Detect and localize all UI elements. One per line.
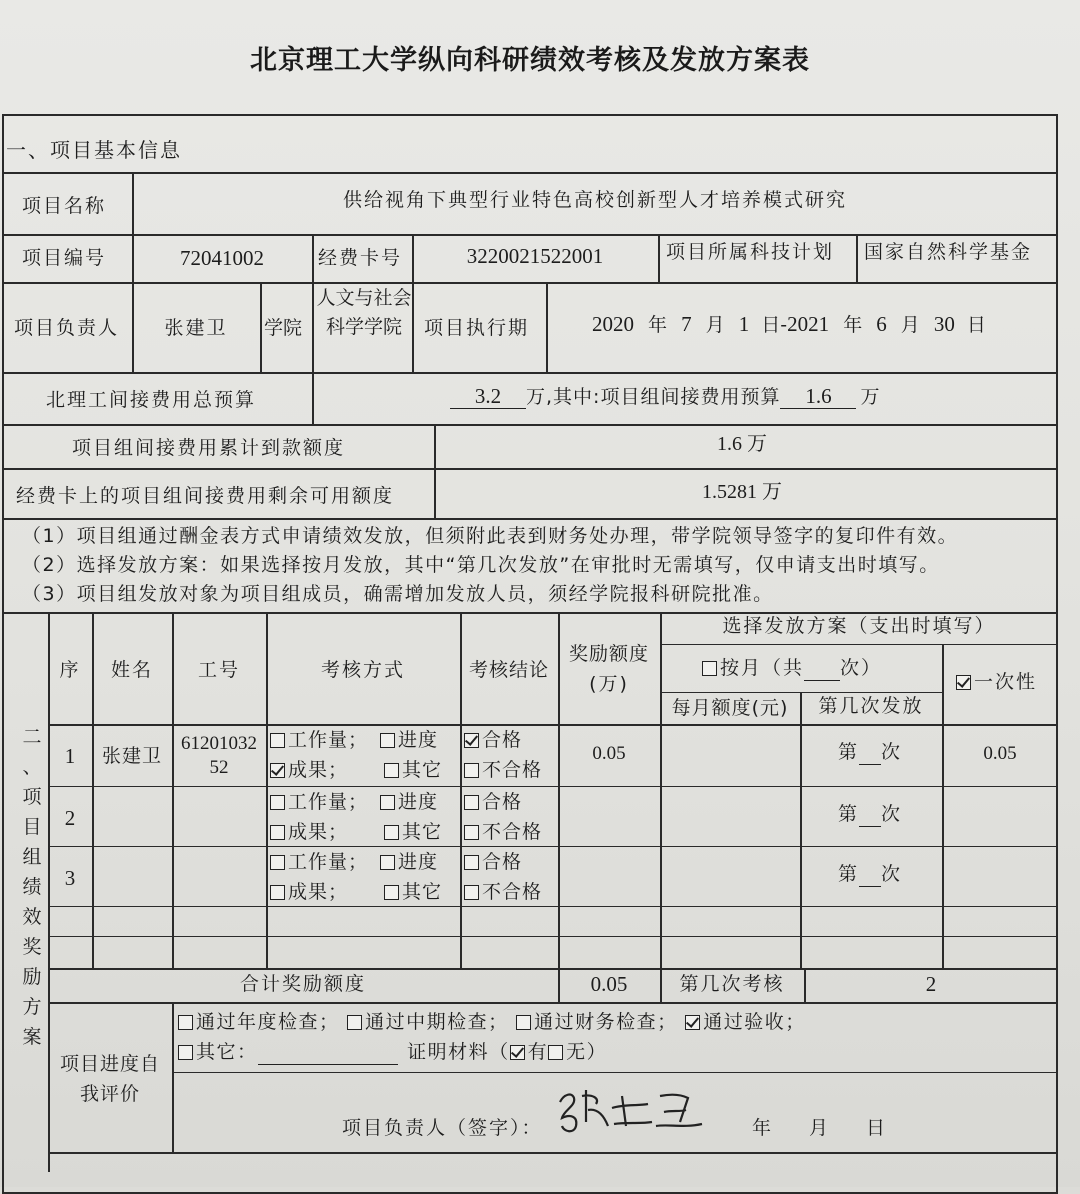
outcome-checkbox[interactable] <box>270 763 285 778</box>
header-seq: 序 <box>59 659 81 681</box>
check-annual[interactable] <box>178 1015 193 1030</box>
row-divider <box>48 846 1058 847</box>
header-amount-1: 奖励额度 <box>568 643 649 665</box>
pass-checkbox[interactable] <box>464 733 479 748</box>
plan-value: 国家自然科学基金 <box>864 241 1033 263</box>
row-result-fail: 不合格 <box>464 820 542 844</box>
row-seq: 3 <box>64 866 76 890</box>
row-method-line-2: 成果； 其它 <box>270 880 442 904</box>
college-label: 学院 <box>264 317 303 339</box>
leader-signature <box>552 1082 712 1138</box>
one-time-checkbox[interactable] <box>956 675 971 690</box>
check-finance[interactable] <box>516 1015 531 1030</box>
header-nth: 第几次发放 <box>818 695 924 717</box>
check-acceptance[interactable] <box>685 1015 700 1030</box>
row-method-line-1: 工作量； 进度 <box>270 850 438 874</box>
row-nth: 第 次 <box>838 863 903 885</box>
assessment-value: 2 <box>925 972 937 996</box>
header-monthly: 按月（共 次） <box>702 656 882 681</box>
note-2: （2）选择发放方案：如果选择按月发放，其中“第几次发放”在审批时无需填写，仅申请支出时填写。 <box>22 554 940 576</box>
remaining-value: 1.5281 万 <box>702 481 782 503</box>
project-no-label: 项目编号 <box>22 247 107 269</box>
total-label: 合计奖励额度 <box>239 973 366 995</box>
period-label: 项目执行期 <box>424 317 530 339</box>
fail-checkbox[interactable] <box>464 885 479 900</box>
self-eval-label-1: 项目进度自 <box>59 1053 160 1075</box>
header-one-time: 一次性 <box>956 670 1037 694</box>
card-no-value: 3220021522001 <box>466 244 604 268</box>
row-seq: 1 <box>64 744 76 768</box>
header-monthly-amount: 每月额度(元) <box>671 697 789 719</box>
row-result-fail: 不合格 <box>464 880 542 904</box>
assessment-label: 第几次考核 <box>679 973 785 995</box>
project-no-value: 72041002 <box>180 246 264 270</box>
header-amount-2: (万) <box>589 673 629 695</box>
outcome-checkbox[interactable] <box>270 885 285 900</box>
row-one-time-amount: 0.05 <box>983 743 1017 764</box>
progress-checkbox[interactable] <box>380 855 395 870</box>
progress-checkbox[interactable] <box>380 795 395 810</box>
proof-yes-checkbox[interactable] <box>510 1045 525 1060</box>
indirect-group-value: 1.6 <box>780 384 856 409</box>
row-result-pass: 合格 <box>464 790 522 814</box>
plan-label: 项目所属科技计划 <box>666 241 835 263</box>
project-name-value: 供给视角下典型行业特色高校创新型人才培养模式研究 <box>342 189 847 211</box>
pass-checkbox[interactable] <box>464 795 479 810</box>
self-eval-label-2: 我评价 <box>79 1083 140 1105</box>
row-name: 张建卫 <box>101 745 162 767</box>
row-nth: 第 次 <box>838 803 903 825</box>
sign-date: 年 月 日 <box>752 1117 888 1139</box>
indirect-total-line: 3.2 万,其中:项目组间接费用预算 1.6 万 <box>450 384 880 409</box>
leader-value: 张建卫 <box>164 317 228 339</box>
header-name: 姓名 <box>110 659 153 681</box>
row-nth: 第 次 <box>838 741 903 763</box>
other-blank[interactable] <box>258 1040 398 1065</box>
proof-no-checkbox[interactable] <box>548 1045 563 1060</box>
row-amount: 0.05 <box>592 743 626 764</box>
monthly-checkbox[interactable] <box>702 661 717 676</box>
progress-checks: 通过年度检查； 通过中期检查； 通过财务检查； 通过验收； <box>178 1010 806 1034</box>
header-method: 考核方式 <box>320 659 405 681</box>
card-no-label: 经费卡号 <box>318 247 403 269</box>
row-id-2: 52 <box>209 757 229 778</box>
section2-side-label: 二 、 项 目 组 绩 效 奖 励 方 案 <box>22 726 42 1048</box>
row-result-pass: 合格 <box>464 728 522 752</box>
row-result-pass: 合格 <box>464 850 522 874</box>
arrived-value: 1.6 万 <box>717 433 767 455</box>
arrived-label: 项目组间接费用累计到款额度 <box>72 437 346 459</box>
outcome-checkbox[interactable] <box>270 825 285 840</box>
sign-label: 项目负责人（签字）： <box>342 1117 543 1139</box>
other-checkbox[interactable] <box>384 763 399 778</box>
other-and-proof: 其它： 证明材料（ 有 无） <box>178 1040 607 1065</box>
workload-checkbox[interactable] <box>270 733 285 748</box>
workload-checkbox[interactable] <box>270 795 285 810</box>
project-name-label: 项目名称 <box>22 195 107 217</box>
college-value: 人文与社会科学学院 <box>316 287 412 338</box>
fail-checkbox[interactable] <box>464 763 479 778</box>
section1-heading: 一、项目基本信息 <box>6 138 182 162</box>
row-method-line-2: 成果； 其它 <box>270 758 442 782</box>
other-checkbox[interactable] <box>384 825 399 840</box>
row-method-line-1: 工作量； 进度 <box>270 728 438 752</box>
period-value: 2020 年 7 月 1 日-2021 年 6 月 30 日 <box>592 312 986 336</box>
fail-checkbox[interactable] <box>464 825 479 840</box>
note-1: （1）项目组通过酬金表方式申请绩效发放，但须附此表到财务处办理，带学院领导签字的复印件有效。 <box>22 525 959 547</box>
total-value: 0.05 <box>590 972 628 996</box>
indirect-total-value: 3.2 <box>450 384 526 409</box>
leader-label: 项目负责人 <box>14 317 120 339</box>
row-method-line-2: 成果； 其它 <box>270 820 442 844</box>
row-id-1: 61201032 <box>181 733 257 754</box>
row-seq: 2 <box>64 806 76 830</box>
check-midterm[interactable] <box>347 1015 362 1030</box>
progress-checkbox[interactable] <box>380 733 395 748</box>
header-result: 考核结论 <box>468 659 549 681</box>
indirect-total-label: 北理工间接费用总预算 <box>46 389 257 411</box>
row-result-fail: 不合格 <box>464 758 542 782</box>
check-other[interactable] <box>178 1045 193 1060</box>
remaining-label: 经费卡上的项目组间接费用剩余可用额度 <box>16 485 395 507</box>
header-plan: 选择发放方案（支出时填写） <box>722 615 996 637</box>
header-id: 工号 <box>197 659 240 681</box>
form-title: 北京理工大学纵向科研绩效考核及发放方案表 <box>250 45 810 76</box>
note-3: （3）项目组发放对象为项目组成员，确需增加发放人员，须经学院报科研院批准。 <box>22 583 774 605</box>
row-method-line-1: 工作量； 进度 <box>270 790 438 814</box>
pass-checkbox[interactable] <box>464 855 479 870</box>
row-divider <box>48 786 1058 787</box>
other-checkbox[interactable] <box>384 885 399 900</box>
workload-checkbox[interactable] <box>270 855 285 870</box>
